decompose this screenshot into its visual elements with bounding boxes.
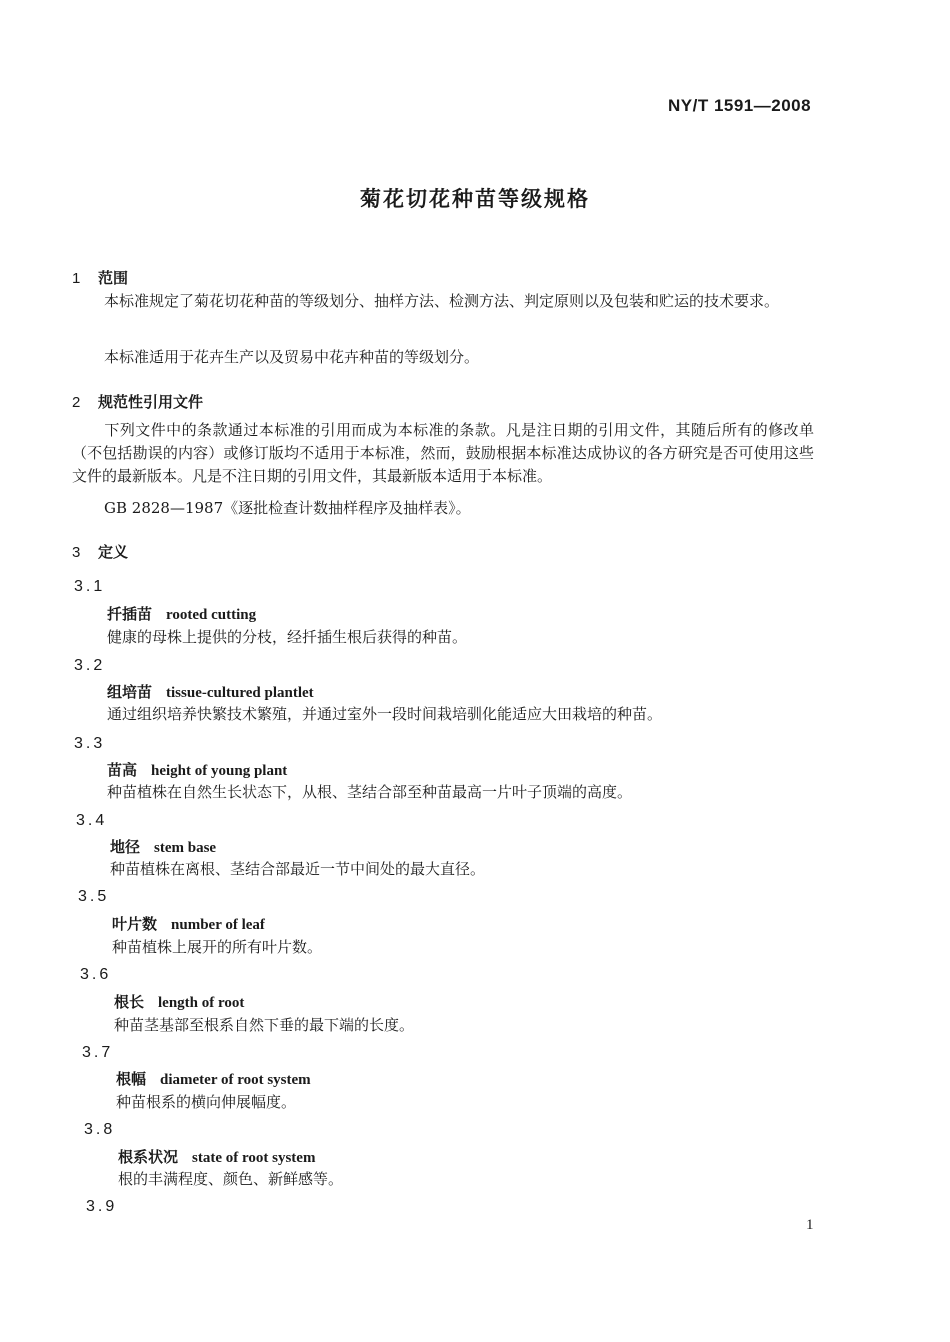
definition-text: 种苗植株在自然生长状态下，从根、茎结合部至种苗最高一片叶子顶端的高度。 bbox=[107, 783, 633, 801]
paragraph-text: 下列文件中的条款通过本标准的引用而成为本标准的条款。凡是注日期的引用文件，其随后所有的修改单（不包括勘误的内容）或修订版均不适用于本标准，然而，鼓励根据本标准达成协议的各方研究是否可使用这些文件的最新版本。凡是不注日期的引用文件，其最新版本适用于本标准。 bbox=[72, 421, 814, 485]
clause-number: 3.3 bbox=[74, 735, 106, 752]
term-chinese: 苗高 bbox=[107, 761, 138, 779]
definition-text: 根的丰满程度、颜色、新鲜感等。 bbox=[118, 1170, 344, 1188]
term-english: tissue-cultured plantlet bbox=[166, 685, 314, 701]
scope-paragraph-1 bbox=[72, 290, 814, 313]
section-number: 1 bbox=[72, 270, 81, 287]
references-paragraph-2 bbox=[72, 497, 814, 520]
section-title: 定义 bbox=[98, 543, 129, 561]
definition-text: 通过组织培养快繁技术繁殖，并通过室外一段时间栽培驯化能适应大田栽培的种苗。 bbox=[107, 705, 663, 723]
term-chinese: 根长 bbox=[114, 993, 145, 1011]
term-english: number of leaf bbox=[171, 917, 265, 933]
paragraph-text: 本标准适用于花卉生产以及贸易中花卉种苗的等级划分。 bbox=[104, 348, 480, 366]
term bbox=[107, 759, 287, 780]
clause-number: 3.7 bbox=[82, 1044, 114, 1061]
term bbox=[107, 603, 256, 624]
section-title: 范围 bbox=[98, 269, 129, 287]
term-english: state of root system bbox=[192, 1150, 316, 1166]
page-number: 1 bbox=[806, 1217, 814, 1233]
term bbox=[107, 681, 314, 702]
section-heading-normative-references bbox=[72, 391, 203, 412]
clause-number: 3.8 bbox=[84, 1121, 116, 1138]
section-number: 2 bbox=[72, 394, 81, 411]
term bbox=[116, 1068, 311, 1089]
term-english: stem base bbox=[154, 840, 217, 856]
clause-number: 3.9 bbox=[86, 1198, 118, 1215]
clause-number: 3.6 bbox=[80, 966, 112, 983]
clause-number: 3.4 bbox=[76, 812, 108, 829]
definition-text: 种苗植株上展开的所有叶片数。 bbox=[112, 938, 323, 956]
paragraph-text: 本标准规定了菊花切花种苗的等级划分、抽样方法、检测方法、判定原则以及包装和贮运的技术要求。 bbox=[104, 292, 780, 310]
definition-text: 种苗植株在离根、茎结合部最近一节中间处的最大直径。 bbox=[110, 860, 486, 878]
scope-paragraph-2 bbox=[72, 346, 814, 369]
definition-text: 种苗根系的横向伸展幅度。 bbox=[116, 1093, 297, 1111]
term-chinese: 组培苗 bbox=[107, 683, 153, 701]
paragraph-text: GB 2828—1987《逐批检查计数抽样程序及抽样表》。 bbox=[104, 499, 471, 517]
clause-number: 3.2 bbox=[74, 657, 106, 674]
document-title: 菊花切花种苗等级规格 bbox=[360, 187, 590, 211]
section-title: 规范性引用文件 bbox=[98, 393, 204, 411]
section-number: 3 bbox=[72, 544, 81, 561]
definition-text: 健康的母株上提供的分枝，经扦插生根后获得的种苗。 bbox=[107, 628, 468, 646]
clause-number: 3.1 bbox=[74, 578, 106, 595]
section-heading-definitions bbox=[72, 541, 128, 562]
section-heading-scope bbox=[72, 267, 128, 288]
term-english: height of young plant bbox=[151, 763, 288, 779]
standard-code: NY/T 1591—2008 bbox=[668, 96, 812, 115]
term-english: diameter of root system bbox=[160, 1072, 311, 1088]
term-chinese: 扦插苗 bbox=[107, 605, 153, 623]
term-chinese: 根幅 bbox=[116, 1070, 147, 1088]
term-english: rooted cutting bbox=[166, 607, 257, 623]
term-chinese: 根系状况 bbox=[118, 1148, 179, 1166]
term bbox=[110, 836, 216, 857]
term bbox=[112, 913, 265, 934]
term-chinese: 叶片数 bbox=[112, 915, 158, 933]
term bbox=[118, 1146, 315, 1167]
term-chinese: 地径 bbox=[110, 838, 141, 856]
clause-number: 3.5 bbox=[78, 888, 110, 905]
references-paragraph-1 bbox=[72, 419, 814, 488]
definition-text: 种苗茎基部至根系自然下垂的最下端的长度。 bbox=[114, 1016, 415, 1034]
term bbox=[114, 991, 244, 1012]
term-english: length of root bbox=[158, 995, 245, 1011]
